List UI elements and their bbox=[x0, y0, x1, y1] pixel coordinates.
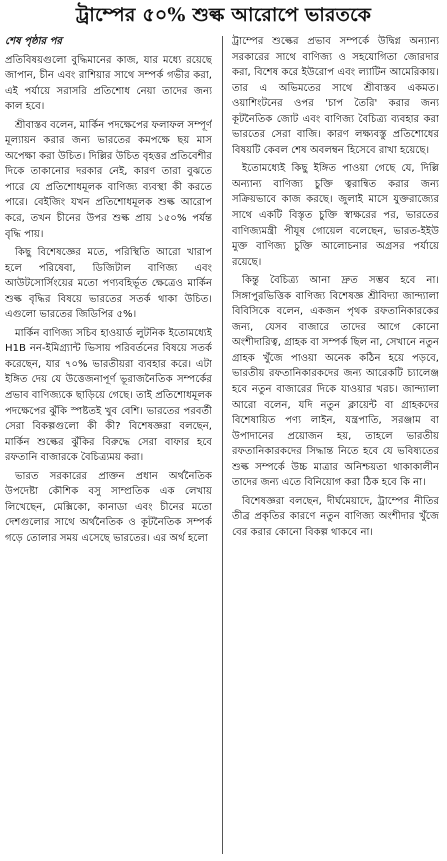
article-headline: ট্রাম্পের ৫০% শুল্ক আরোপে ভারতকে bbox=[75, 4, 372, 26]
article-paragraph: ট্রাম্পের শুল্কের প্রভাব সম্পর্কে উদ্বিগ্ন অন্যান্য সরকারের সাথে বাণিজ্য ও সহযোগিতা জোরদার করা, বিশেষ করে ইউরোপ এবং ল্যাটিন আমেরিকায়। তার এ অভিমতের সাথে শ্রীবাস্তব একমত। ওয়াশিংটনের ওপর 'চাপ তৈরি' করার জন্য কূটনৈতিক জোট এবং বাণিজ্য বৈচিত্র্য ব্যবহার করা ভারতের সেরা বাজি। কারণ লক্ষ্যবস্তু প্রতিশোধের বিষয়টি কেবল শেষ অবলম্বন হিসেবে রাখা হয়েছে। bbox=[232, 36, 439, 156]
article-paragraph: প্রতিবিষয়গুলো বুদ্ধিমানের কাজ, যার মধ্যে রয়েছে জাপান, চীন এবং রাশিয়ার সাথে সম্পর্ক গভীর করা, এই পর্যায়ে সরাসরি প্রতিশোধ নেয়া তাদের জন্য কাল হবে। bbox=[5, 54, 212, 113]
continued-label: শেষ পৃষ্ঠার পর bbox=[5, 36, 62, 47]
article-paragraph: বিশেষজ্ঞরা বলছেন, দীর্ঘমেয়াদে, ট্রাম্পের নীতির তীব্র প্রকৃতির কারণে নতুন বাণিজ্য অংশীদার খুঁজে বের করার কোনো বিকল্প থাকবে না। bbox=[232, 495, 439, 538]
article-column-left bbox=[5, 34, 212, 858]
article-column-right bbox=[232, 34, 439, 858]
article-paragraph: ইতোমধ্যেই কিছু ইঙ্গিত পাওয়া গেছে যে, দিল্লি অন্যান্য বাণিজ্য চুক্তি ত্বরান্বিত করার জন্য সক্রিয়ভাবে কাজ করছে। জুলাই মাসে যুক্তরাজ্যের সাথে একটি বিস্তৃত চুক্তি স্বাক্ষরের পর, ভারতের বাণিজ্যমন্ত্রী পীযূষ গোয়েল বলেছেন, ভারত-ইইউ মুক্ত বাণিজ্য চুক্তি আলোচনার অগ্রসর পর্যায়ে রয়েছে। bbox=[232, 163, 439, 268]
column-divider bbox=[222, 36, 223, 854]
article-paragraph: কিন্তু বৈচিত্র্য আনা দ্রুত সম্ভব হবে না। সিঙ্গাপুরভিত্তিক বাণিজ্য বিশেষজ্ঞ শ্রীবিদ্যা জান্দ্যালা বিবিসিকে বলেন, একজন পৃথক রফতানিকারকের জন্য, যেসব বাজারে তাদের আগে কোনো অংশীদারিত্ব, গ্রাহক বা সম্পর্ক ছিল না, সেখানে নতুন গ্রাহক খুঁজে পাওয়া অনেক কঠিন হয়ে পড়বে, ভারতীয় রফতানিকারকদের জন্য আরেকটি চ্যালেঞ্জ হবে নতুন বাজারের দিকে যাওয়ার খরচ। জান্দ্যালা আরো বলেন, যদি নতুন ক্লায়েন্ট বা গ্রাহকদের বিশেষায়িত পণ্য লাইন, যন্ত্রপাতি, সরঞ্জাম বা উপাদানের প্রয়োজন হয়, তাহলে ভারতীয় রফতানিকারকদের সিদ্ধান্ত নিতে হবে যে ভবিষ্যতের শুল্ক সম্পর্কে উচ্চ মাত্রার অনিশ্চয়তা থাকাকালীন তাদের জন্য এতে বিনিয়োগ করা ঠিক হবে কি না। bbox=[232, 275, 439, 489]
article-paragraph: শ্রীবাস্তব বলেন, মার্কিন পদক্ষেপের ফলাফল সম্পূর্ণ মূল্যায়ন করার জন্য ভারতের কমপক্ষে ছয় মাস অপেক্ষা করা উচিত। দিল্লির উচিত বৃহত্তর প্রতিবেশীর দিকে তাকানোর দরকার নেই, কারণ তারা বুঝতে পারে যে প্রতিশোধমূলক বাণিজ্য ব্যবস্থা কী করতে পারে। বেইজিং যখন প্রতিশোধমূলক শুল্ক আরোপ করে, তখন চীনের উপর শুল্ক প্রায় ১৫০% পর্যন্ত বৃদ্ধি পায়। bbox=[5, 119, 212, 240]
article-paragraph bbox=[5, 34, 212, 50]
article-paragraph: ভারত সরকারের প্রাক্তন প্রধান অর্থনৈতিক উপদেষ্টা কৌশিক বসু সাম্প্রতিক এক লেখায় লিখেছেন, মেক্সিকো, কানাডা এবং চীনের মতো দেশগুলোর সাথে অর্থনৈতিক ও কূটনৈতিক সম্পর্ক গড়ে তোলার সময় এসেছে ভারতের। এর অর্থ হলো bbox=[5, 470, 212, 544]
article-paragraph: মার্কিন বাণিজ্য সচিব হাওয়ার্ড লুটনিক ইতোমধ্যেই H1B নন-ইমিগ্র্যান্ট ভিসায় পরিবর্তনের বিষয়ে সতর্ক করেছেন, যার ৭০% ভারতীয়রা ব্যবহার করে। এটা ইঙ্গিত দেয় যে উত্তেজনাপূর্ণ ভূরাজনৈতিক সম্পর্কের প্রভাব বাণিজ্যকে ছাড়িয়ে গেছে। তাই প্রতিশোধমূলক পদক্ষেপের ঝুঁকি স্পষ্টতই খুব বেশি। ভারতের পরবর্তী সেরা বিকল্পগুলো কী কী? বিশেষজ্ঞরা বলছেন, মার্কিন শুল্কের ঝুঁকির বিরুদ্ধে সেরা বাফার হবে রফতানি বাজারকে বৈচিত্র্যময় করা। bbox=[5, 327, 212, 464]
article-paragraph: কিছু বিশেষজ্ঞের মতে, পরিস্থিতি আরো খারাপ হলে পরিষেবা, ডিজিটাল বাণিজ্য এবং আউটসোর্সিংয়ের মতো পণ্যবহির্ভূত ক্ষেত্রেও মার্কিন শুল্ক বৃদ্ধির বিষয়ে ভারতের সতর্ক থাকা উচিত। এগুলো ভারতের জিডিপির ৫%। bbox=[5, 247, 212, 321]
